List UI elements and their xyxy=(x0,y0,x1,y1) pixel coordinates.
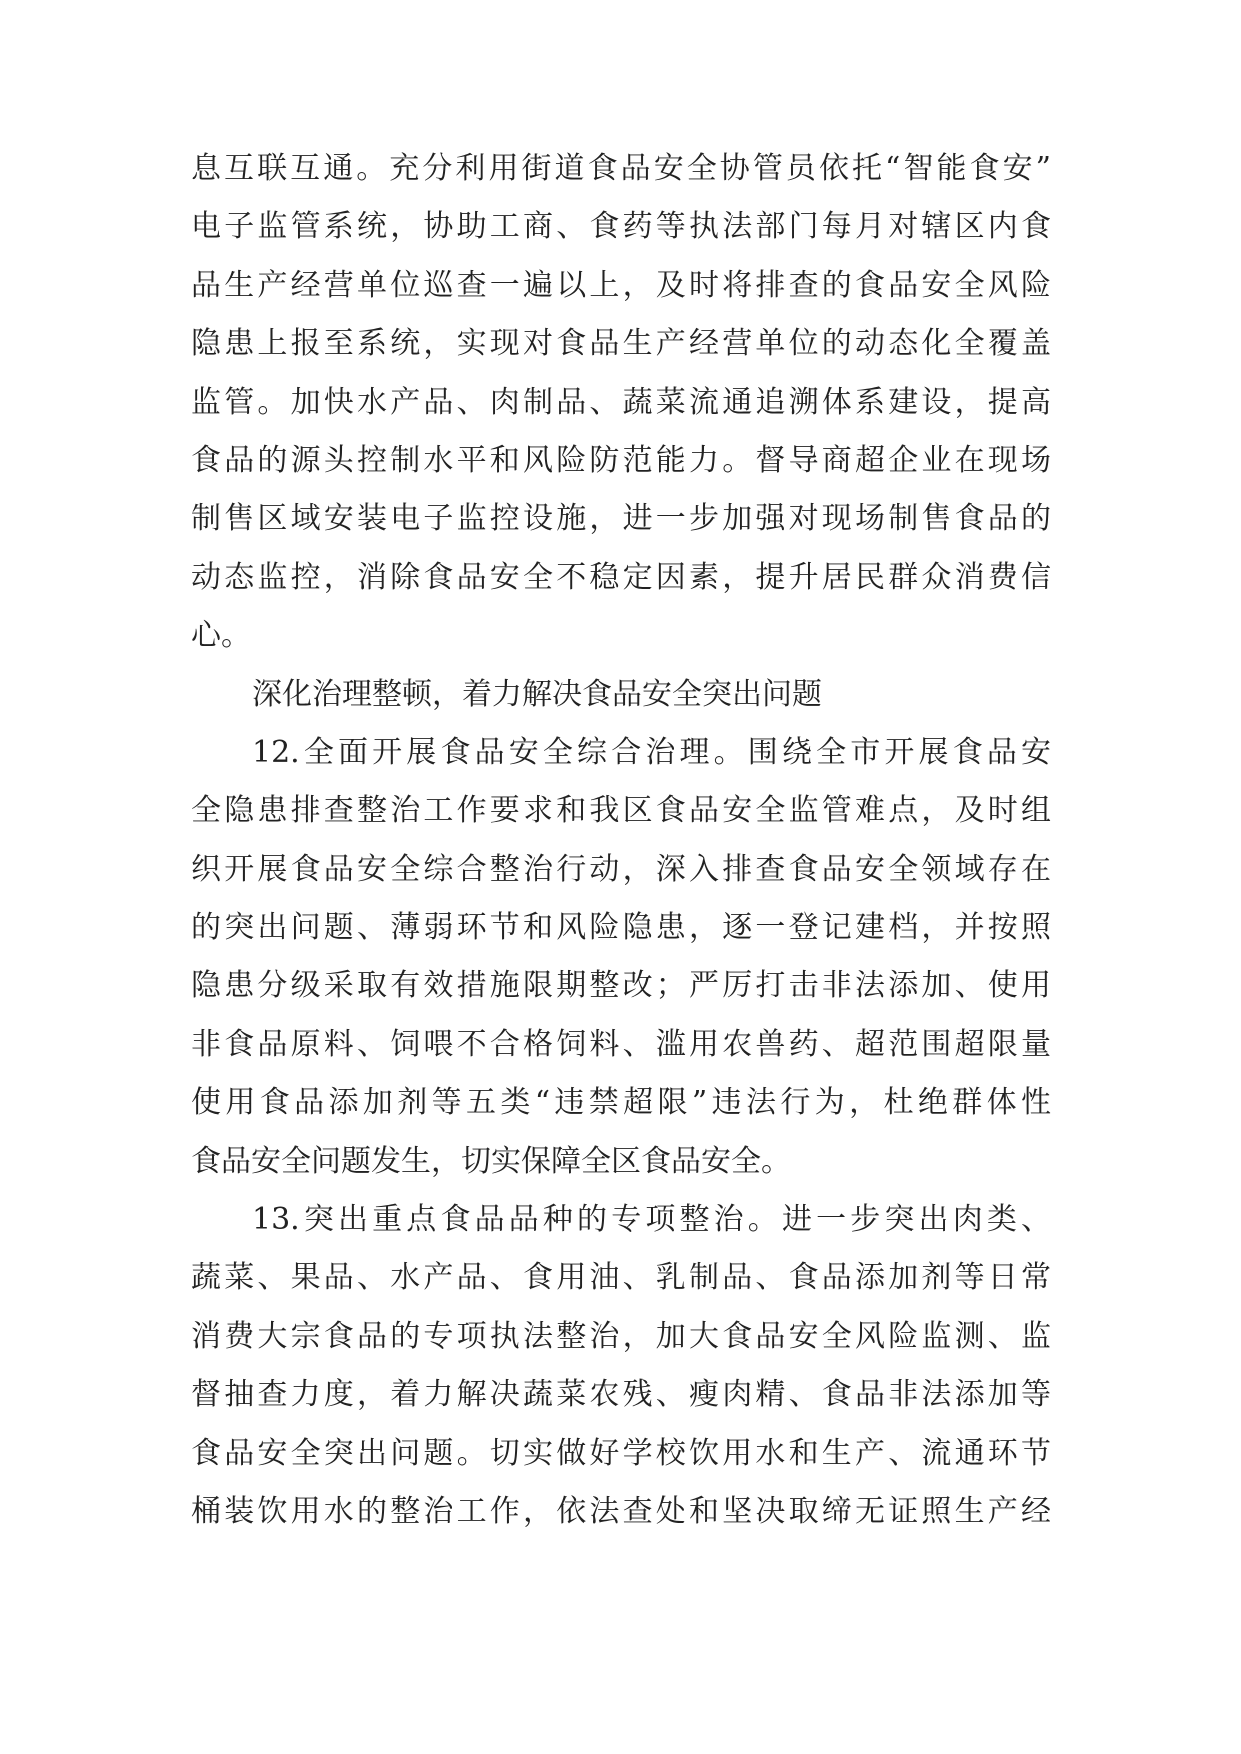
text-line: 深化治理整顿，着力解决食品安全突出问题 xyxy=(252,676,822,712)
text-line: 心。 xyxy=(191,618,251,654)
text-line: 桶装饮用水的整治工作，依法查处和坚决取缔无证照生产经 xyxy=(191,1493,1051,1529)
body-text xyxy=(191,140,1051,1541)
text-line: 品生产经营单位巡查一遍以上，及时将排查的食品安全风险 xyxy=(191,267,1051,303)
text-line: 食品安全问题发生，切实保障全区食品安全。 xyxy=(191,1143,791,1179)
text-line: 息互联互通。充分利用街道食品安全协管员依托“智能食安” xyxy=(191,151,1051,186)
text-line: 食品的源头控制水平和风险防范能力。督导商超企业在现场 xyxy=(191,442,1051,478)
text-line: 监管。加快水产品、肉制品、蔬菜流通追溯体系建设，提高 xyxy=(191,384,1051,420)
text-line: 12.全面开展食品安全综合治理。围绕全市开展食品安 xyxy=(252,734,1051,770)
text-line: 食品安全突出问题。切实做好学校饮用水和生产、流通环节 xyxy=(191,1435,1051,1471)
text-line: 隐患分级采取有效措施限期整改；严厉打击非法添加、使用 xyxy=(191,968,1051,1004)
text-line: 隐患上报至系统，实现对食品生产经营单位的动态化全覆盖 xyxy=(191,326,1051,362)
text-line: 使用食品添加剂等五类“违禁超限”违法行为，杜绝群体性 xyxy=(191,1085,1051,1121)
text-line: 非食品原料、饲喂不合格饲料、滥用农兽药、超范围超限量 xyxy=(191,1026,1051,1062)
text-line: 的突出问题、薄弱环节和风险隐患，逐一登记建档，并按照 xyxy=(191,910,1051,946)
text-line: 全隐患排查整治工作要求和我区食品安全监管难点，及时组 xyxy=(191,793,1051,829)
text-line: 蔬菜、果品、水产品、食用油、乳制品、食品添加剂等日常 xyxy=(191,1260,1051,1296)
text-line: 制售区域安装电子监控设施，进一步加强对现场制售食品的 xyxy=(191,501,1051,537)
text-line: 消费大宗食品的专项执法整治，加大食品安全风险监测、监 xyxy=(191,1318,1051,1354)
text-line: 电子监管系统，协助工商、食药等执法部门每月对辖区内食 xyxy=(191,209,1051,245)
text-line: 督抽查力度，着力解决蔬菜农残、瘦肉精、食品非法添加等 xyxy=(191,1377,1051,1413)
text-line: 织开展食品安全综合整治行动，深入排查食品安全领域存在 xyxy=(191,851,1051,887)
text-line: 动态监控，消除食品安全不稳定因素，提升居民群众消费信 xyxy=(191,559,1051,595)
text-line: 13.突出重点食品品种的专项整治。进一步突出肉类、 xyxy=(252,1202,1051,1238)
